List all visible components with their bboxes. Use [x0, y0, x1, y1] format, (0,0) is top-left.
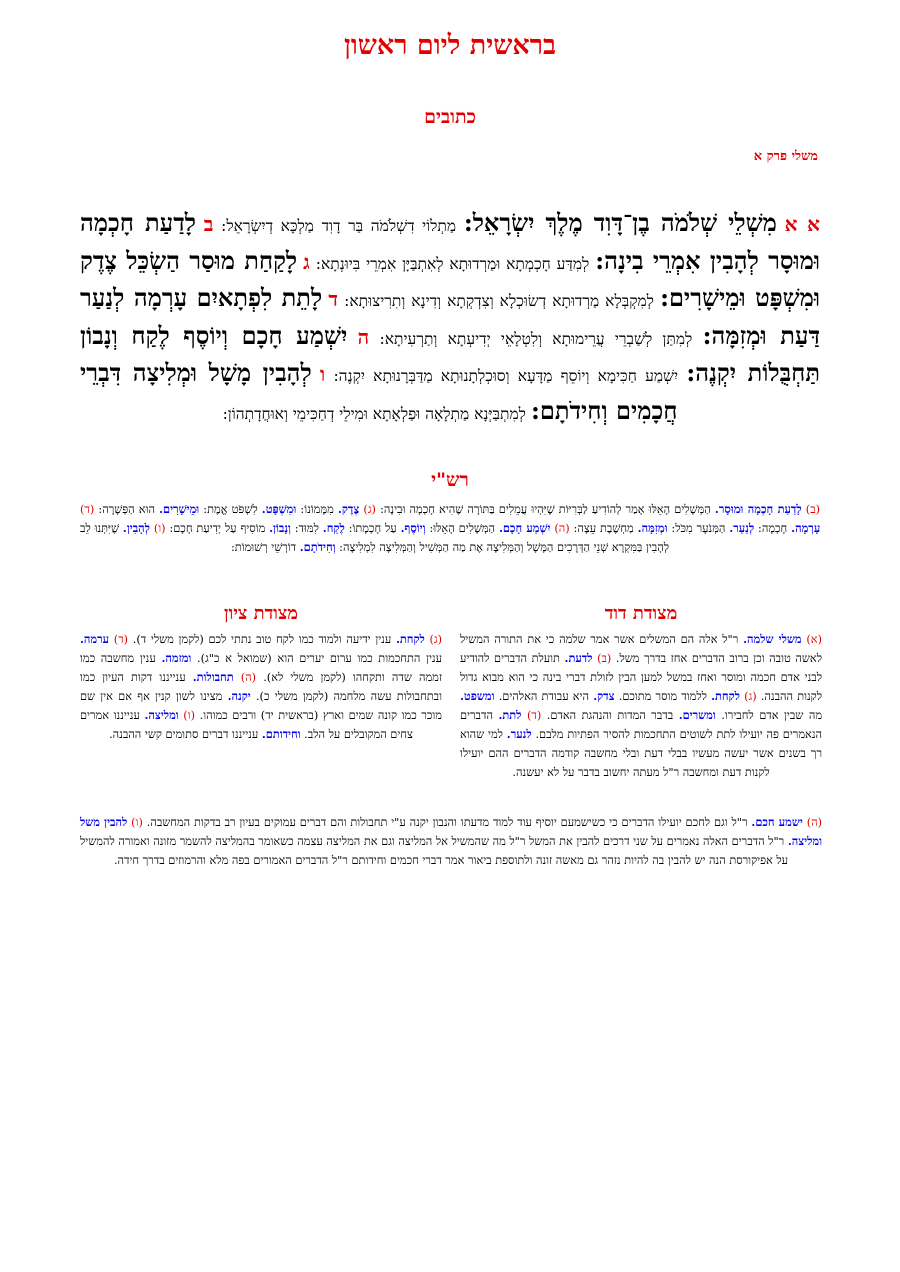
verse-number: ג: [303, 249, 310, 274]
comment-label: (ה): [240, 671, 257, 684]
metzudat-david-heading: מצודת דוד: [604, 603, 678, 624]
verse-hebrew: לָקַחַת מוּסַר הַשְׂכֵּל צֶדֶק וּמִשְׁפָּט וּמֵישָׁרִים:: [80, 245, 820, 312]
comment-label: (ב): [805, 503, 821, 516]
comment-text: מה שבין אדם לחבירו.: [721, 709, 823, 722]
comment-heading: לנער.: [506, 727, 532, 741]
comment-label: (ב): [597, 652, 612, 665]
verse-hebrew: יִשְׁמַע חָכָם וְיוֹסֶף לֶקַח וְנָבוֹן תַּחְבֻּלוֹת יִקְנֶה:: [80, 320, 821, 387]
verse-number: ד: [328, 287, 338, 311]
comment-label: (ג): [744, 690, 757, 703]
comment-label: (ה): [554, 522, 570, 535]
comment-heading: צֶדֶק.: [337, 502, 360, 516]
comment-text: ענין ידיעה ולמוד כמו לקח טוב נתתי לכם (לקמן משלי ד).: [132, 633, 392, 646]
comment-text: הַמְּשָׁלִים הָאֵלּוּ:: [429, 522, 496, 535]
verse-hebrew: לְהָבִין מָשָׁל וּמְלִיצָה דִּבְרֵי חֲכָמִים וְחִידֹתָם:: [80, 358, 678, 425]
comment-heading: וְנָבוֹן.: [269, 521, 291, 535]
comment-text: ר"ל הדברים האלה נאמרים על שני דרכים להבין את המשל ר"ל מה שהמשיל אל המליצה וגם את המליצה עצמה כשאומר בהמליצה להשמר מזונה ואמורה להמשיל על אפיקורסת הנה יש להבין בה להיות נזהר גם מאשה זונה ולתוספת ביאור אמר דברי חכמים וחידותם ר"ל הדברים האמורים בפה מלא והרמוזים בדרך חידה.: [80, 835, 789, 867]
comment-text: מוֹסִיף עַל יְדִיעַת חָכָם:: [169, 522, 266, 535]
comment-text: ר"ל וגם לחכם יועילו הדברים כי כשישמעם יוסיף עוד למוד מדעתו והנבון יקנה ע"י תחבולות והם דברים עמוקים בעיון רב בדקות המחשבה.: [146, 816, 748, 829]
comment-text: הוּא הַפְּשָׁרָה:: [98, 503, 155, 516]
metzudat-zion-heading: מצודת ציון: [224, 603, 298, 624]
comment-heading: ומזמה.: [161, 651, 192, 665]
page-title: בראשית ליום ראשון: [343, 30, 557, 61]
chapter-label: משלי פרק א: [753, 149, 818, 164]
comment-heading: לתת.: [498, 708, 522, 722]
comment-heading: ומשרים.: [678, 708, 716, 722]
comment-text: דוֹרְשֵׁי רְשׁוּמוֹת:: [230, 541, 297, 554]
comment-label: (ג): [363, 503, 376, 516]
comment-heading: ערמה.: [80, 632, 110, 646]
verse-hebrew: מִשְׁלֵי שְׁלֹמֹה בֶן־דָּוִד מֶלֶךְ יִשְׂרָאֵל:: [463, 208, 777, 237]
verse-hebrew: לָתֵת לִפְתָאיִם עָרְמָה לְנַעַר דַּעַת וּמְזִמָּה:: [80, 283, 821, 350]
comment-label: (ד): [80, 503, 95, 516]
comment-text: מִמָּמוֹנוֹ:: [300, 503, 334, 516]
comment-text: בדבר המדות והנהגת האדם.: [546, 709, 674, 722]
comment-heading: וּמֵישָׁרִים.: [159, 502, 200, 516]
comment-label: (ו): [153, 522, 166, 535]
comment-heading: לקחת.: [395, 632, 425, 646]
comment-label: (ד): [527, 709, 542, 722]
comment-text: לִמּוּד:: [294, 522, 319, 535]
comment-heading: לָדַעַת חָכְמָה וּמוּסָר.: [714, 502, 802, 516]
comment-label: (ד): [113, 633, 129, 646]
comment-heading: לְהָבִין.: [122, 521, 150, 535]
comment-text: למי שהוא רך בשנים אשר יעשה מעשיו בבלי דעת ובלי מחשבה קודמה הדברים ההם יועילו לקנות דעת ומחשבה ר"ל מעתה יחשוב בדבר על לא יעשנה.: [460, 728, 822, 779]
comment-text: ענייננו אמרים צחים המקובלים על הלב.: [80, 709, 413, 741]
rashi-heading: רש"י: [431, 469, 469, 491]
comment-heading: וחידותם.: [261, 727, 301, 741]
comment-text: מַחְשֶׁבֶת עֵצָה:: [573, 522, 634, 535]
comment-heading: עָרְמָה.: [791, 521, 821, 535]
comment-heading: ומליצה.: [144, 708, 179, 722]
comment-text: הַמְּשָׁלִים הָאֵלּוּ אָמַר לְהוֹדִיעַ לַבְּרִיּוֹת שֶׁיִּהְיוּ עֲמֵלִים בַּתּוֹרָה שֶׁהִיא חָכְמָה וּבִינָה:: [380, 503, 711, 516]
comment-heading: וּמִשְׁפָּט.: [261, 502, 297, 516]
comment-label: (א): [806, 633, 822, 646]
comment-heading: וְיוֹסֶף.: [400, 521, 426, 535]
metzudat-zion-column: [80, 630, 442, 744]
comment-text: ענייננו דקות העיון כמו ובתחבולות עשה מלחמה (לקמן משלי כ).: [80, 671, 443, 703]
verse-aramaic: לְמִתַּן לְשַׁבְרֵי עֲרֵימוּתָא וְלִטְלָאֵי יְדִיעְתָא וְתַרְעִיתָא:: [379, 329, 693, 348]
verse-aramaic: לְמִקְבְּלָא מַרְדוּתָא דְשׂוּכְלָא וְצִדְקְתָא וְדִינָא וְתִרִיצוּתָא:: [344, 292, 654, 310]
comment-text: ענין מחשבה כמו זממה שדה ותקחהו (לקמן משלי לא).: [80, 652, 443, 684]
comment-text: הדברים הנאמרים פה יועילו לתת לשוטים התחכמות להסיר הפתיות מלבם.: [460, 709, 823, 741]
comment-text: שֶׁיִּתְּנוּ לֵב לְהָבִין בַּמִּקְרָא שְׁנֵי הַדְּרָכִים הַמָּשָׁל וְהַמְּלִיצָה אֶת מַה הַמְּשִׁיל וְהַמְּלִיצָה לִמְלִיצָה:: [80, 522, 670, 554]
comment-heading: וּמְזִמָּה.: [637, 521, 668, 535]
section-title: כתובים: [424, 106, 476, 128]
comment-text: תועלת הדברים להודיע לבני אדם חכמה ומוסר ואחז במשל למען הבין לזולת דברי בינה כי הוא מבוא גדול לקנות ההבנה.: [460, 652, 823, 703]
comment-label: (ה): [806, 816, 823, 829]
comment-heading: לֶקַח.: [322, 521, 345, 535]
comment-text: ענייננו דברים סתומים קשי ההבנה.: [109, 728, 259, 741]
comment-heading: צדק.: [593, 689, 615, 703]
comment-text: ר"ל אלה הם המשלים אשר אמר שלמה כי את התורה המשיל לאשה טובה וכן ברוב הדברים אחז בדרך משל.: [460, 633, 822, 665]
comment-heading: תחבולות.: [192, 670, 234, 684]
metzudat-david-column: [460, 630, 822, 782]
comment-text: חָכְמָה:: [758, 522, 788, 535]
verse-number: א א: [784, 212, 820, 236]
comment-text: לִשְׁפֹּט אֱמֶת:: [203, 503, 258, 516]
comment-heading: יִשְׁמַע חָכָם.: [498, 521, 551, 535]
comment-heading: לְנַעַר.: [729, 521, 755, 535]
comment-label: (ו): [131, 816, 143, 829]
comment-text: ללמוד מוסר מתוכם.: [618, 690, 707, 703]
comment-text: עַל חָכְמָתוֹ:: [348, 522, 397, 535]
verse-block: [80, 206, 820, 431]
comment-text: מצינו לשון קנין אף אם אין שם מוכר כמו קונה שמים וארץ (בראשית יד) ורבים כמוהו.: [80, 690, 442, 722]
verse-hebrew: לָדַעַת חָכְמָה וּמוּסָר לְהָבִין אִמְרֵי בִינָה:: [80, 208, 821, 275]
verse-number: ו: [320, 362, 326, 386]
metzudat-david-continuation: [80, 813, 822, 870]
verse-number: ה: [357, 324, 370, 349]
comment-label: (ו): [183, 709, 195, 722]
comment-heading: להבין משל ומליצה.: [80, 815, 822, 848]
comment-heading: ישמע חכם.: [751, 815, 803, 829]
comment-text: היא עבודת האלהים.: [498, 690, 590, 703]
comment-heading: ומשפט.: [460, 689, 495, 703]
comment-heading: משלי שלמה.: [743, 632, 802, 646]
comment-heading: וְחִידֹתָם.: [299, 540, 336, 554]
comment-text: הַמְּנֹעָר מִכֹּל:: [671, 522, 726, 535]
verse-aramaic: יִשְׁמַע חַכִּימָא וְיוֹסֵף מַדָּעָא וְסוּכְלְתָנוּתָא מַדַּבְּרָנוּתָא יִקְנֶה:: [333, 367, 679, 385]
verse-aramaic: לְמִדַּע חָכְמְתָא וּמַרְדוּתָא לְאִתְבַּיָּן אִמְרֵי בִּיוּנְתָא:: [315, 254, 590, 273]
comment-heading: לקחת.: [711, 689, 740, 703]
comment-text: ענין התחכמות כמו ערום יערים הוא (שמואל א כ"ג).: [197, 652, 442, 665]
comment-heading: לדעת.: [564, 651, 593, 665]
comment-heading: יקנה.: [227, 689, 251, 703]
verse-aramaic: לְמִתְבַּיְּנָא מַתְלָאָה וּפַלְאָתָא וּמִילֵי דְחַכִּימֵי וְאוּחֲדָתְהוֹן:: [222, 404, 526, 423]
rashi-commentary: [80, 500, 820, 557]
verse-aramaic: מַתְלוֹי דִשְׁלֹמֹה בַּר דָוִד מַלְכָּא דְיִשְׂרָאֵל:: [221, 217, 457, 235]
verse-number: ב: [203, 212, 214, 236]
comment-label: (ג): [429, 633, 443, 646]
